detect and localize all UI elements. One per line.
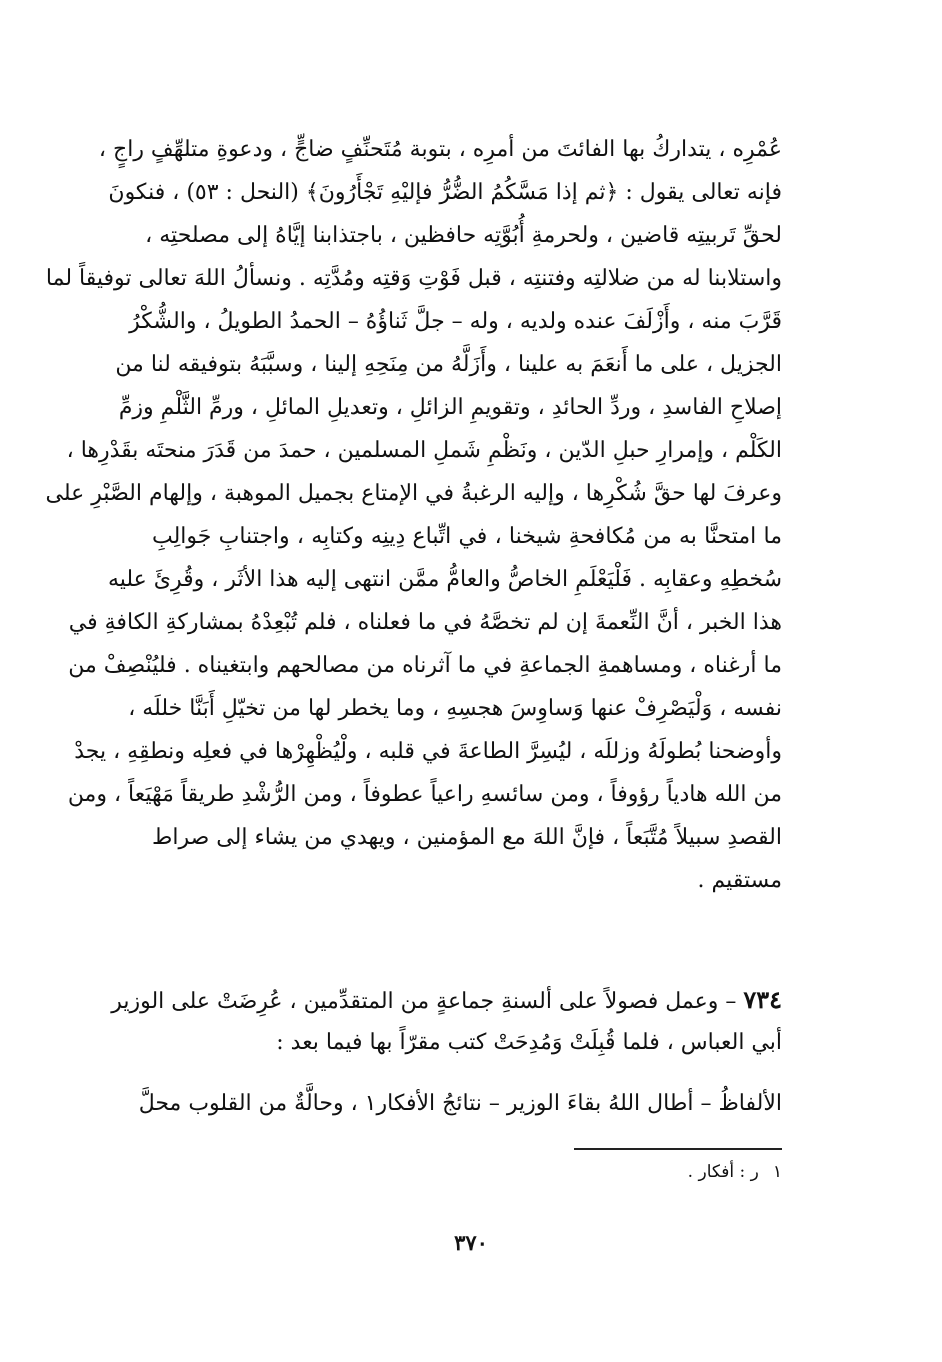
text-line: قَرَّبَ منه ، وأَزْلَفَ عنده ولديه ، وله – جلَّ ثَناؤُهُ – الحمدُ الطويلُ ، والشُّكْرُ <box>129 309 782 334</box>
text-line: سُخطِهِ وعقابِه . فَلْيَعْلَمِ الخاصُّ والعامُّ ممَّن انتهى إليه هذا الأثَر ، وقُرِئَ عليه <box>107 567 782 592</box>
quote-paragraph <box>138 1082 782 1125</box>
page-number: ٣٧٠ <box>454 1230 488 1255</box>
footnote-number: ١ <box>772 1162 782 1182</box>
text-line: ما امتحنَّا به من مُكافحةِ شيخنا ، في اتِّباع دِينِه وكتابِه ، واجتنابِ جَوالِبِ <box>152 524 782 549</box>
text-line: أبي العباس ، فلما قُبِلَتْ وَمُدِحَتْ كتب مقرّاً بها فيما بعد : <box>276 1030 782 1055</box>
text-line: الألفاظُ – أطال اللهُ بقاءَ الوزير – نتائجُ الأفكار١ ، وحالَّةٌ من القلوب محلَّ <box>138 1091 782 1116</box>
footnote-text: ر : أفكار . <box>687 1162 759 1182</box>
text-line: فإنه تعالى يقول : ﴿ثم إذا مَسَّكُمُ الضُّرُّ فإليْهِ تَجْأَرُونَ﴾ (النحل : ٥٣) ، فنكونَ <box>108 180 782 205</box>
entry-paragraph <box>111 978 782 1064</box>
main-paragraph <box>45 128 782 902</box>
text-line: إصلاحِ الفاسدِ ، وردِّ الحائدِ ، وتقويمِ الزائلِ ، وتعديلِ المائلِ ، ورمِّ الثَّلْمِ وزمِّ <box>118 395 782 420</box>
text-line: مستقيم . <box>697 868 782 893</box>
text-line: من الله هادياً رؤوفاً ، ومن سائسهِ راعياً عطوفاً ، ومن الرُّشْدِ طريقاً مَهْيَعاً ، ومن <box>67 782 782 807</box>
entry-number: ٧٣٤ <box>743 985 782 1014</box>
text-line: واستلابنا له من ضلالتِه وفتنتِه ، قبل فَوْتِ وَقتِه ومُدَّتِه . ونسألُ اللهَ تعالى توفيقاً لما <box>45 266 782 291</box>
text-line: ما أرغناه ، ومساهمةِ الجماعةِ في ما آثرناه من مصالحهم وابتغيناه . فليُنْصِفْ من <box>68 653 782 678</box>
text-line: نفسه ، وَلْيَصْرِفْ عنها وَساوِسَ هجسِهِ ، وما يخطر لها من تخيّلِ أَبَنَّا خللَه ، <box>128 696 782 721</box>
text-line: القصدِ سبيلاً مُتَّبَعاً ، فإنَّ اللهَ مع المؤمنين ، ويهدي من يشاء إلى صراط <box>152 825 782 850</box>
text-line: لحقِّ تَربيتِه قاضين ، ولحرمةِ أُبُوَّتِه حافظين ، باجتذابنا إيَّاهُ إلى مصلحتِه ، <box>145 223 782 248</box>
text-line: وأوضحنا بُطولَهُ وزللَه ، ليُسِرَّ الطاعةَ في قلبه ، ولْيُظْهِرْها في فعلِه ونطقِهِ ، يجدْ <box>74 739 782 764</box>
text-line: وعرفَ لها حقَّ شُكْرِها ، وإليه الرغبةُ في الإمتاع بجميل الموهبة ، وإلهام الصَّبْرِ على <box>45 481 782 506</box>
footnote <box>688 1160 782 1184</box>
text-line: عُمْرِه ، يتداركُ بها الفائتَ من أمرِه ، بتوبة مُتَحنِّفٍ ضاجٍّ ، ودعوةِ متلهِّفٍ راجٍ ، <box>98 137 782 162</box>
entry-first-line <box>111 978 782 1021</box>
text-line: الجزيل ، على ما أَنعَمَ به علينا ، وأَزَلَّهُ من مِنَحِهِ إلينا ، وسبَّبَهُ بتوفيقه لنا من <box>115 352 782 377</box>
text-line: هذا الخبر ، أنَّ النِّعمةَ إن لم تخصَّهُ في ما فعلناه ، فلم تُبْعِدْهُ بمشاركةِ الكافةِ في <box>68 610 782 635</box>
entry-text: – وعمل فصولاً على ألسنةِ جماعةٍ من المتقدِّمين ، عُرِضَتْ على الوزير <box>111 989 744 1014</box>
footnote-divider <box>574 1148 782 1150</box>
text-line: الكَلْم ، وإمرارِ حبلِ الدّين ، ونَظْمِ شَملِ المسلمين ، حمدَ من قَدَرَ منحتَه بقَدْرِها ، <box>66 438 782 463</box>
